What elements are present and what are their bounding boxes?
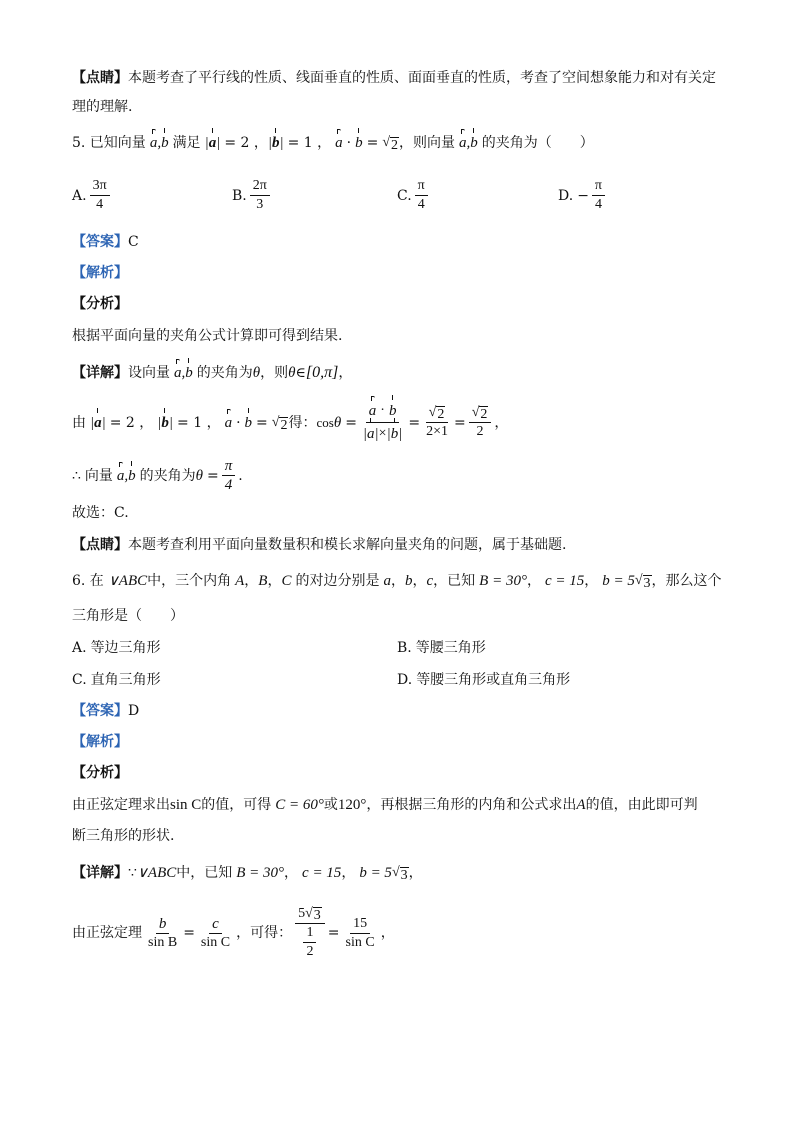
sqrt-2 [272,413,289,433]
sep: ， [284,865,299,881]
q6-fenxi-text [72,795,698,815]
fenxi-text: 断三角形的形状. [72,828,175,844]
radicand: 2 [391,138,399,153]
abs-bar: | [168,414,174,431]
15-over-sinC [343,915,378,952]
option-text: 直角三角形 [90,672,161,688]
comma: , [466,135,471,151]
abs-a-value: = 2 ， [224,135,268,151]
var-A: A [576,797,586,813]
vector-b: b [161,414,169,431]
numerator: 2π [250,177,270,196]
theta: θ [195,467,204,484]
option-text: 等腰三角形 [415,640,486,656]
denominator: 2 [476,424,484,439]
coefficient: 5 [298,906,306,921]
numerator: π [592,177,605,196]
q6-detail-1 [72,863,423,883]
equals: = [366,135,379,151]
radicand: 2 [280,417,288,433]
times: × [378,426,387,441]
q5-fenxi [72,294,128,314]
option-letter: C. [72,672,87,688]
denominator: 4 [224,477,233,493]
sqrt-2 [472,404,489,422]
triangle-abc: ∨ABC [136,865,177,881]
c-over-sinC [198,915,233,952]
vector-a: a [94,414,102,431]
therefore-symbol: ∴ [72,467,81,484]
q5-note [72,535,566,555]
element-of: ∈ [295,365,306,381]
detail-label: 【详解】 [72,865,128,881]
equals: = [408,414,421,431]
answer-label: 【答案】 [72,703,128,719]
numerator: 3π [90,177,110,196]
abs-b-value: = 1 ， [287,135,332,151]
radical-sign: √ [305,906,313,921]
abs-bar: | [398,426,403,442]
minus-sign: − [577,187,589,204]
abs-b-value: = 1 ， [177,414,221,431]
radicand: 2 [437,407,445,422]
denominator [300,924,319,961]
theta: θ [288,365,296,381]
answer-value: C [128,234,139,250]
stem-text: 中，三个内角 [147,573,232,589]
q6-option-d [397,670,570,690]
abs-bar: | [386,426,391,442]
q5-fenxi-text [72,326,342,346]
abs-a-value: = 2 ， [109,414,154,431]
sqrt-3 [392,863,409,883]
sep: ， [584,573,599,589]
vector-b: b [391,423,399,445]
option-fraction [592,177,605,214]
vector-a: a [369,400,377,422]
triangle-abc: ∨ABC [107,573,148,589]
q5-satisfy: 满足 [172,135,201,151]
numerator [295,905,325,924]
answer-value: D [128,703,140,719]
q6-detail-2 [72,905,395,961]
detail-text: ， [408,865,423,881]
sep: ， [526,573,541,589]
vector-b: b [355,135,363,151]
detail-text: 由 [72,414,86,431]
q6-analysis [72,732,128,752]
q6-option-c [72,670,161,690]
equals: = [327,925,340,941]
denominator: 2 [306,944,314,959]
option-letter: A. [72,640,87,656]
numerator: π [415,177,428,196]
q5-detail-1 [72,363,352,383]
fenxi-text: 的值，由此即可判 [585,797,698,813]
q6-stem [72,571,722,591]
sqrt-3 [305,905,322,923]
radical-sign: √ [471,405,480,420]
detail-text: ，则 [260,365,289,381]
b-equation: b = 5 [602,573,635,589]
B-equation: B = 30° [479,573,527,589]
abs-bar: | [374,426,379,442]
fenxi-text: 由正弦定理求出 [72,797,170,813]
fenxi-text: 或 [323,797,338,813]
option-fraction [90,177,110,214]
vector-b: b [128,467,136,484]
theta: θ [333,414,342,431]
detail-text: 由正弦定理 [72,925,142,941]
q5-ask: 的夹角为（ ） [481,135,594,151]
radicand: 3 [643,576,651,591]
var-a: a [383,573,391,589]
denominator: 2×1 [426,424,448,439]
detail-text: 的夹角为 [196,365,253,381]
q6-answer [72,701,139,721]
option-letter: D. [558,187,574,204]
C-equation: C = 60° [275,797,324,813]
detail-text: 中，已知 [176,865,233,881]
c-equation: c = 15 [302,865,342,881]
cos: cos [316,414,334,430]
comma: , [157,135,162,151]
radicand: 2 [480,407,488,422]
vector-a: a [149,135,158,151]
stem-text: 的对边分别是 [295,573,380,589]
detail-text: 的夹角为 [139,467,196,484]
detail-text: ， [338,365,353,381]
denominator: 4 [417,197,425,212]
numerator: π [222,457,236,476]
vector-a: a [459,135,467,151]
q5-answer [72,232,139,252]
note-label: 【点睛】 [72,537,128,553]
q5-analysis [72,263,128,283]
vector-b: b [389,400,397,422]
q6-fenxi-text-2 [72,826,174,846]
vector-a: a [224,414,233,431]
dot: · [236,414,241,431]
vector-b: b [161,135,169,151]
b-over-sinB [145,915,180,952]
detail-text: ， [494,414,509,431]
vector-b: b [185,365,193,381]
q5-detail-2 [72,400,508,445]
option-fraction [415,177,428,214]
abs-bar: | [101,414,106,431]
comma: , [181,365,186,381]
detail-text: 得： [288,414,317,431]
radicand: 3 [313,908,321,923]
sep: ， [244,573,259,589]
numerator: 1 [303,924,316,943]
sqrt2-over-2x1 [423,404,451,441]
stem-text: ，那么这个 [651,573,722,589]
vector-a: a [174,365,182,381]
q4-note-line-2 [72,97,132,117]
radicand: 3 [400,868,408,883]
option-letter: C. [397,187,412,204]
equals: = [453,414,466,431]
B-equation: B = 30° [236,865,285,881]
comma: , [124,467,129,484]
angle-120: 120° [337,797,367,813]
q5-option-d [558,177,608,214]
denominator: sin B [148,934,178,950]
because-symbol: ∵ [128,865,137,881]
radical-sign: √ [271,414,280,430]
q5-detail-3 [72,457,243,494]
abs-bar: | [267,135,272,151]
sqrt2-over-2 [469,404,492,441]
radical-sign: √ [382,135,391,150]
pi-over-4 [222,457,236,494]
denominator [360,423,405,445]
q5-option-c [397,177,431,214]
equals: = [207,467,219,484]
var-B: B [258,573,268,589]
abs-bar: | [157,414,162,431]
radical-sign: √ [391,865,400,880]
detail-label: 【详解】 [72,365,128,381]
abs-bar: | [90,414,95,431]
note-text-2: 理的理解. [72,99,133,115]
detail-text: . [238,467,243,484]
numerator: c [209,915,222,934]
fenxi-text: 根据平面向量的夹角公式计算即可得到结果. [72,328,343,344]
fenxi-text: 的值，可得 [201,797,272,813]
radical-sign: √ [428,405,437,420]
denominator: sin C [345,934,375,950]
vector-a: a [367,423,375,445]
detail-text: ， [380,925,395,941]
q5-stem [72,133,594,153]
denominator: 4 [594,197,602,212]
q4-note-line [72,68,716,88]
note-label: 【点睛】 [72,70,128,86]
fenxi-text: ，再根据三角形的内角和公式求出 [366,797,577,813]
option-letter: A. [72,187,87,204]
option-letter: D. [397,672,413,688]
analysis-label: 【解析】 [72,734,128,750]
q5-then: ，则向量 [399,135,456,151]
sep: ， [390,573,405,589]
abs-bar: | [362,426,368,442]
sep: ， [267,573,282,589]
vector-b: b [470,135,478,151]
var-c: c [426,573,434,589]
q5-option-a [72,177,113,214]
vector-a: a [208,135,217,151]
note-text: 本题考查了平行线的性质、线面垂直的性质、面面垂直的性质，考查了空间想象能力和对有关定 [128,70,716,86]
sep: ， [341,865,356,881]
detail-text: 设向量 [128,365,170,381]
detail-text: ，可得： [236,925,293,941]
numerator [426,404,449,423]
vector-b: b [244,414,253,431]
stem-text: 三角形是（ ） [72,608,184,624]
stem-text: ，已知 [433,573,476,589]
denominator: sin C [200,934,231,950]
q6-stem-2 [72,606,184,626]
radical-sign: √ [634,573,643,588]
interval: [0,π] [305,364,339,381]
abs-bar: | [279,135,284,151]
theta: θ [252,365,261,381]
fenxi-label: 【分析】 [72,296,128,312]
q6-option-b [397,638,486,658]
option-letter: B. [397,640,412,656]
abs-bar: | [216,135,221,151]
vector-b: b [271,135,280,151]
q6-option-a [72,638,161,658]
sqrt-3 [635,571,652,591]
q6-fenxi [72,763,128,783]
sqrt-2 [382,133,399,153]
q6-lead: 6. 在 [72,573,104,589]
var-A: A [235,573,245,589]
var-C: C [281,573,292,589]
q5-option-b [232,177,273,214]
note-text: 本题考查利用平面向量数量积和模长求解向量夹角的问题，属于基础题. [128,537,567,553]
numerator: b [156,915,170,934]
c-equation: c = 15 [544,573,585,589]
cos-fraction [360,400,405,445]
equals: = [256,414,268,431]
detail-text: 向量 [84,467,113,484]
equals: = [183,925,195,941]
one-half [303,924,316,961]
q5-lead: 5. 已知向量 [72,135,146,151]
dot: · [346,135,352,151]
option-text: 等腰三角形或直角三角形 [416,672,571,688]
vector-a: a [335,135,343,151]
fenxi-label: 【分析】 [72,765,128,781]
option-text: 等边三角形 [90,640,161,656]
b-equation: b = 5 [359,865,392,881]
analysis-label: 【解析】 [72,265,128,281]
sin-c: sin C [170,797,202,813]
nested-fraction [295,905,325,961]
choose-text: 故选：C. [72,505,129,521]
var-b: b [404,573,413,589]
sep: ， [412,573,427,589]
numerator [469,404,492,423]
option-letter: B. [232,187,247,204]
abs-bar: | [204,135,209,151]
equals: = [345,414,357,431]
answer-label: 【答案】 [72,234,128,250]
sqrt-2 [429,404,446,422]
vector-a: a [116,467,125,484]
denominator: 3 [256,197,264,212]
dot: · [380,403,385,418]
denominator: 4 [96,197,104,212]
numerator: 15 [350,915,370,934]
option-fraction [250,177,270,214]
q5-choose [72,503,129,523]
